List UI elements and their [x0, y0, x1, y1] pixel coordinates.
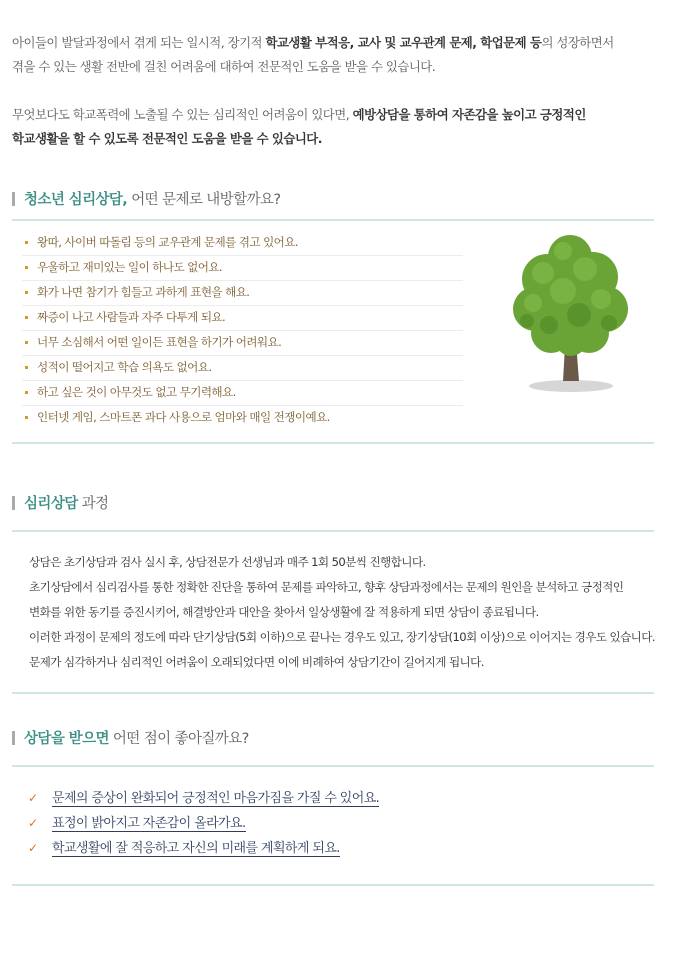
concern-item — [22, 281, 463, 306]
benefit-text: 표정이 밝아지고 자존감이 올라가요. — [52, 816, 246, 831]
intro-line — [12, 103, 682, 127]
intro-bold-text: 학교생활 부적응, 교사 및 교우관계 문제, 학업문제 등 — [265, 35, 542, 50]
process-description — [29, 550, 679, 675]
section-title-highlight: 심리상담 — [24, 496, 78, 512]
concern-item — [22, 231, 463, 256]
check-icon: ✓ — [28, 841, 38, 855]
intro-bold-text: 학교생활을 할 수 있도록 전문적인 도움을 받을 수 있습니다. — [12, 131, 322, 146]
concern-item — [22, 256, 463, 281]
bullet-icon — [25, 266, 28, 269]
concern-item — [22, 381, 463, 406]
concern-list — [22, 231, 463, 431]
concern-item — [22, 406, 463, 431]
concern-text: 인터넷 게임, 스마트폰 과다 사용으로 엄마와 매일 전쟁이예요. — [37, 410, 330, 424]
process-line: 초기상담에서 심리검사를 통한 정확한 진단을 통하여 문제를 파악하고, 향후 상담과정에서는 문제의 원인을 분석하고 긍정적인 — [29, 580, 624, 594]
intro-paragraph-1 — [12, 31, 682, 79]
bullet-icon — [25, 416, 28, 419]
title-bar — [12, 192, 15, 206]
section-title-rest: 어떤 점이 좋아질까요? — [108, 731, 249, 747]
title-bar — [12, 731, 15, 745]
section-divider — [12, 884, 654, 886]
process-line: 상담은 초기상담과 검사 실시 후, 상담전문가 선생님과 매주 1회 50분씩 진행합니다. — [29, 555, 426, 569]
concern-text: 화가 나면 참기가 힘들고 과하게 표현을 해요. — [37, 285, 250, 299]
concern-text: 성적이 떨어지고 학습 의욕도 없어요. — [37, 360, 212, 374]
check-icon: ✓ — [28, 816, 38, 830]
section-divider — [12, 530, 654, 532]
section-title-process — [12, 492, 108, 516]
concern-item — [22, 356, 463, 381]
benefit-list — [28, 786, 379, 861]
bullet-icon — [25, 241, 28, 244]
concern-item — [22, 306, 463, 331]
process-line: 문제가 심각하거나 심리적인 어려움이 오래되었다면 이에 비례하여 상담기간이 길어지게 됩니다. — [29, 655, 484, 669]
section-title-rest: 과정 — [77, 496, 109, 512]
bullet-icon — [25, 366, 28, 369]
benefit-item — [28, 786, 379, 811]
check-icon: ✓ — [28, 791, 38, 805]
benefit-item — [28, 836, 379, 861]
process-line: 이러한 과정이 문제의 정도에 따라 단기상담(5회 이하)으로 끝나는 경우도 있고, 장기상담(10회 이상)으로 이어지는 경우도 있습니다. — [29, 630, 655, 644]
process-line: 변화를 위한 동기를 증진시키어, 해결방안과 대안을 찾아서 일상생활에 잘 적용하게 되면 상담이 종료됩니다. — [29, 605, 539, 619]
tree-icon — [505, 229, 635, 399]
section-title-concerns — [12, 188, 280, 212]
section-title-rest: 어떤 문제로 내방할까요? — [127, 192, 281, 208]
intro-bold-text: 예방상담을 통하여 자존감을 높이고 긍정적인 — [352, 107, 586, 122]
intro-paragraph-2 — [12, 103, 682, 151]
bullet-icon — [25, 291, 28, 294]
intro-text: 무엇보다도 학교폭력에 노출될 수 있는 심리적인 어려움이 있다면, — [12, 107, 353, 122]
intro-line — [12, 31, 682, 55]
benefit-text: 학교생활에 잘 적응하고 자신의 미래를 계획하게 되요. — [52, 841, 340, 856]
intro-line — [12, 127, 682, 151]
bullet-icon — [25, 316, 28, 319]
title-bar — [12, 496, 15, 510]
concern-text: 짜증이 나고 사람들과 자주 다투게 되요. — [37, 310, 226, 324]
section-title-benefits — [12, 727, 249, 751]
bullet-icon — [25, 341, 28, 344]
section-divider — [12, 219, 654, 221]
intro-text: 의 성장하면서 — [541, 35, 614, 50]
section-title-highlight: 청소년 심리상담, — [24, 192, 128, 208]
section-divider — [12, 442, 654, 444]
section-divider — [12, 692, 654, 694]
intro-text: 아이들이 발달과정에서 겪게 되는 일시적, 장기적 — [12, 35, 266, 50]
concern-text: 왕따, 사이버 따돌림 등의 교우관계 문제를 겪고 있어요. — [37, 235, 298, 249]
concern-text: 하고 싶은 것이 아무것도 없고 무기력해요. — [37, 385, 236, 399]
benefit-text: 문제의 증상이 완화되어 긍정적인 마음가짐을 가질 수 있어요. — [52, 791, 380, 806]
concern-item — [22, 331, 463, 356]
bullet-icon — [25, 391, 28, 394]
section-title-highlight: 상담을 받으면 — [24, 731, 109, 747]
section-divider — [12, 765, 654, 767]
concern-text: 우울하고 재미있는 일이 하나도 없어요. — [37, 260, 223, 274]
intro-line: 겪을 수 있는 생활 전반에 걸친 어려움에 대하여 전문적인 도움을 받을 수 있습니다. — [12, 59, 436, 74]
concern-text: 너무 소심해서 어떤 일이든 표현을 하기가 어려워요. — [37, 335, 282, 349]
benefit-item — [28, 811, 379, 836]
